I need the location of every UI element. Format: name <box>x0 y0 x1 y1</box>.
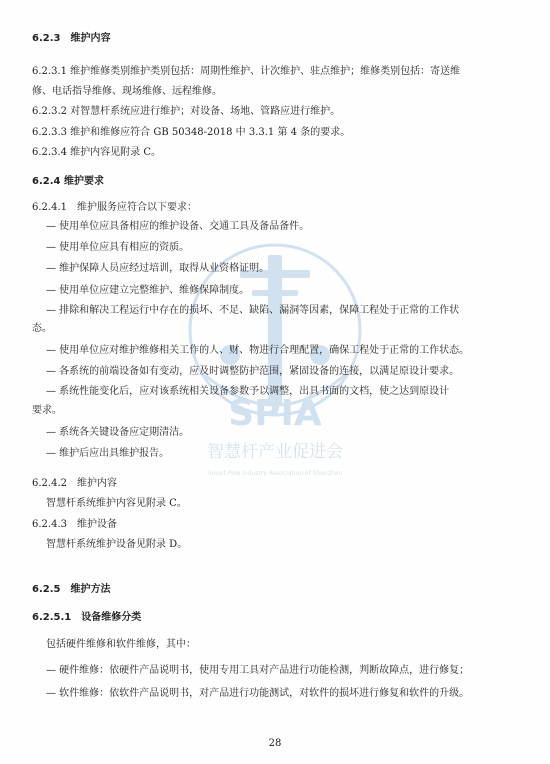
section-heading-6-2-5: 6.2.5 维护方法 <box>32 584 111 595</box>
watermark-english-name: Smart Pole Industry Association of Shenzhen <box>207 470 343 477</box>
watermark-chinese-name: 智慧杆产业促进会 <box>207 442 343 462</box>
section-heading-6-2-3: 6.2.3 维护内容 <box>32 33 111 44</box>
list-item-2: — 使用单位应具有相应的资质。 <box>46 242 190 253</box>
para-6-2-4-3: 6.2.4.3 维护设备 <box>32 519 117 530</box>
para-6-2-3-4: 6.2.3.4 维护内容见附录 C。 <box>32 147 161 158</box>
page-number: 28 <box>268 738 282 749</box>
list-item-9: — 系统各关键设备应定期清洁。 <box>46 427 190 438</box>
subheading-6-2-5-1: 6.2.5.1 设备维修分类 <box>32 612 142 623</box>
watermark-acronym: SPIA <box>228 393 322 434</box>
para-6-2-3-3: 6.2.3.3 维护和维修应符合 GB 50348-2018 中 3.3.1 第 4 条的要求。 <box>32 127 351 138</box>
list-item-4: — 使用单位应建立完整维护、维修保障制度。 <box>46 285 250 296</box>
list-item-10: — 维护后应出具维护报告。 <box>46 448 170 459</box>
para-6-2-5-1: 包括硬件维修和软件维修，其中： <box>46 639 196 650</box>
list-item-7: — 各系统的前端设备如有变动，应及时调整防护范围，紧固设备的连接，以满足原设计要求。 <box>46 366 460 377</box>
list-item-software-repair: — 软件维修：依软件产品说明书，对产品进行功能测试，对软件的损坏进行修复和软件的升级。 <box>46 688 470 699</box>
para-6-2-4-2: 6.2.4.2 维护内容 <box>32 478 117 489</box>
list-item-5-cont: 态。 <box>32 323 52 334</box>
section-heading-6-2-4: 6.2.4 维护要求 <box>32 176 104 187</box>
para-6-2-3-2: 6.2.3.2 对智慧杆系统应进行维护；对设备、场地、管路应进行维护。 <box>32 106 341 117</box>
list-item-6: — 使用单位应对维护维修相关工作的人、财、物进行合理配置，确保工程处于正常的工作状态。 <box>46 345 470 356</box>
list-item-8: — 系统性能变化后，应对该系统相关设备参数予以调整，出具书面的文档，使之达到原设计 <box>46 386 450 397</box>
para-6-2-3-1-line2: 修、电话指导维修、现场维修、远程维修。 <box>32 86 222 97</box>
list-item-3: — 维护保障人员应经过培训，取得从业资格证明。 <box>46 263 270 274</box>
list-item-1: — 使用单位应具备相应的维护设备、交通工具及备品备件。 <box>46 221 310 232</box>
para-6-2-4-1: 6.2.4.1 维护服务应符合以下要求： <box>32 202 197 213</box>
para-6-2-4-3-body: 智慧杆系统维护设备见附录 D。 <box>46 539 188 550</box>
list-item-hardware-repair: — 硬件维修：依硬件产品说明书，使用专用工具对产品进行功能检测，判断故障点，进行修复； <box>46 665 470 676</box>
para-6-2-4-2-body: 智慧杆系统维护内容见附录 C。 <box>46 498 187 509</box>
list-item-5: — 排除和解决工程运行中存在的损坏、不足、缺陷、漏洞等因素，保障工程处于正常的工作状 <box>46 305 460 316</box>
list-item-8-cont: 要求。 <box>32 405 62 416</box>
para-6-2-3-1-line1: 6.2.3.1 维护维修类别维护类别包括：周期性维护、计次维护、驻点维护；维修类别包括：寄送维 <box>32 66 461 77</box>
